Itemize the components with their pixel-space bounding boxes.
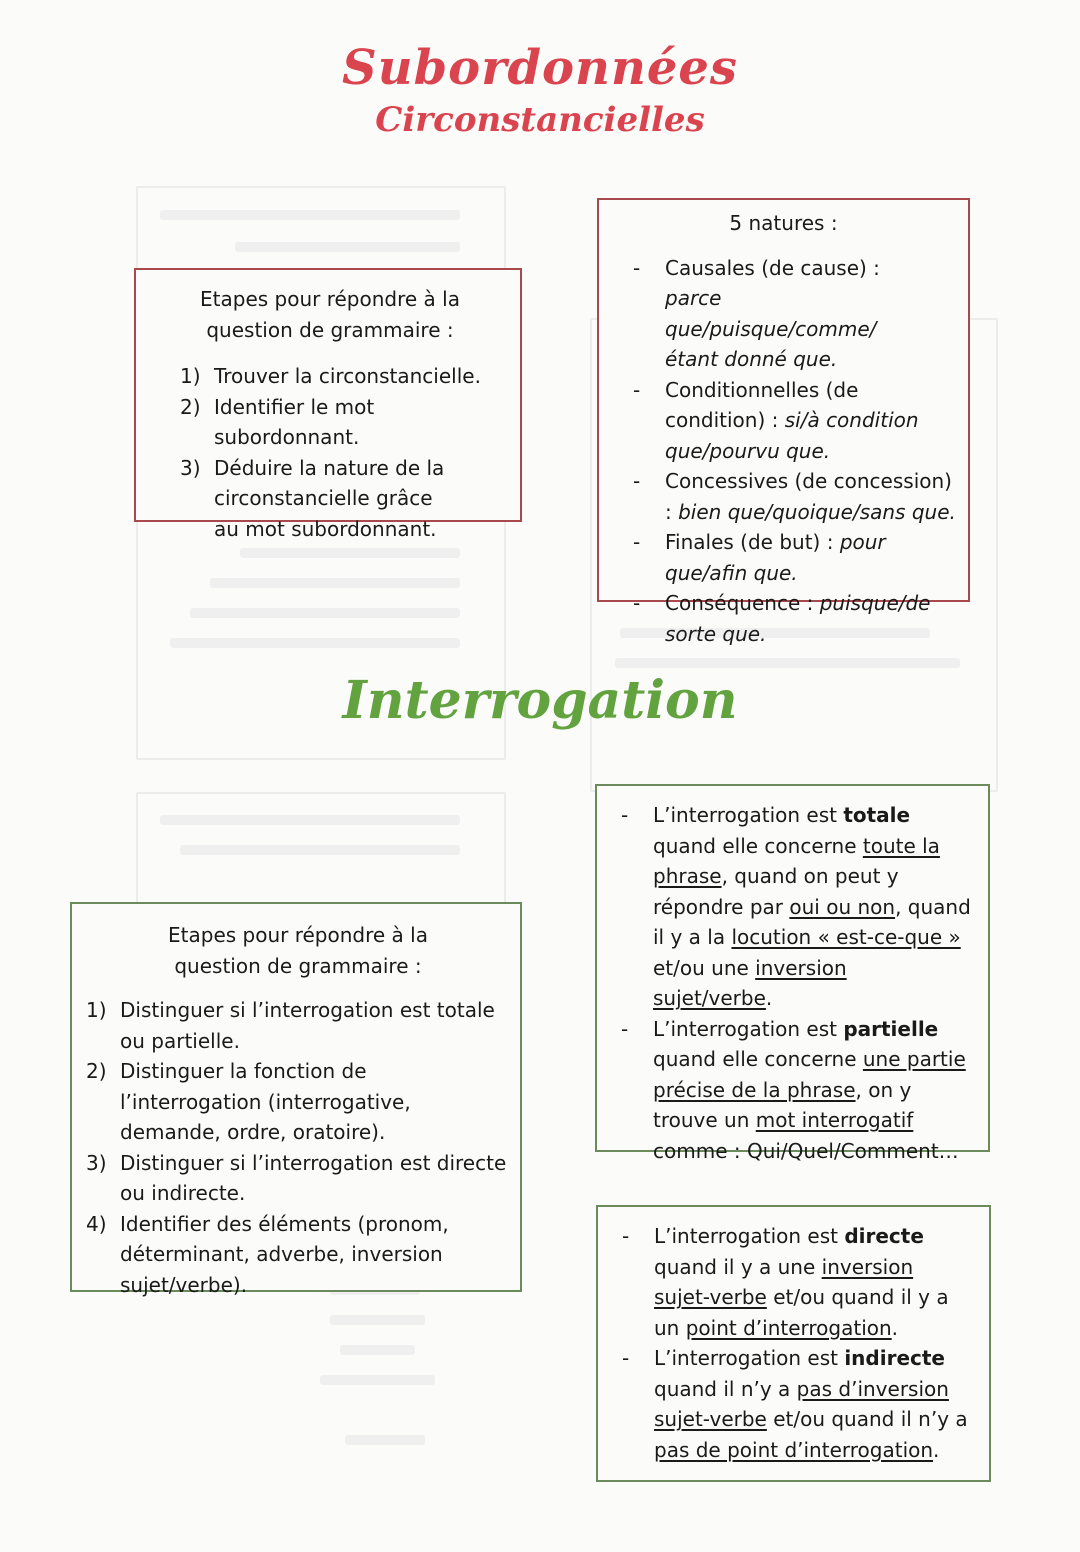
step-number: 3) — [86, 1150, 107, 1175]
nature-item — [609, 588, 958, 649]
step-item — [180, 453, 506, 545]
text: quand elle concerne — [653, 833, 863, 858]
underlined-text: inversion sujet-verbe — [654, 1254, 914, 1309]
partielle-item — [597, 1014, 972, 1167]
keyword-partielle: partielle — [843, 1016, 939, 1041]
bleed-through-line — [320, 1375, 435, 1385]
underlined-text: oui ou non — [789, 894, 896, 919]
bleed-through-line — [170, 638, 460, 648]
text: . — [891, 1315, 899, 1340]
underlined-text: locution « est-ce-que » — [731, 925, 961, 949]
title-circonstancielles: Circonstancielles — [375, 100, 705, 140]
underlined-text: mot interrogatif — [755, 1108, 914, 1132]
step-text: Distinguer la fonction de l’interrogation (interrogative, demande, ordre, oratoire). — [120, 1059, 411, 1144]
step-text: Identifier le mot subordonnant. — [214, 394, 375, 449]
nature-label: Causales (de cause) : — [665, 255, 880, 280]
title-subordonnees: Subordonnées — [342, 40, 738, 96]
bleed-through-line — [340, 1345, 415, 1355]
bleed-through-line — [160, 815, 460, 825]
step-item — [180, 392, 506, 453]
steps-box-subordonnees — [134, 268, 522, 541]
nature-examples: si/à condition que/pourvu que. — [665, 408, 919, 463]
text: L’interrogation est — [653, 803, 844, 827]
text: et/ou une — [653, 955, 756, 980]
bleed-through-line — [240, 548, 460, 558]
natures-box — [597, 198, 970, 646]
steps-list — [154, 361, 506, 544]
totale-item — [597, 800, 972, 1014]
directe-item — [598, 1221, 969, 1343]
nature-examples: pour que/afin que. — [665, 530, 886, 585]
nature-item — [609, 466, 958, 527]
underlined-text: inversion sujet/verbe — [653, 955, 847, 1010]
step-number: 1) — [180, 364, 201, 388]
nature-label: Finales (de but) : — [665, 530, 834, 554]
bleed-through-line — [210, 578, 460, 588]
underlined-text: pas de point d’interrogation — [654, 1437, 934, 1462]
text: L’interrogation est — [654, 1346, 845, 1370]
bleed-through-line — [345, 1435, 425, 1445]
text: L’interrogation est — [654, 1224, 845, 1248]
nature-examples: bien que/quoique/sans que. — [678, 499, 956, 524]
nature-item — [609, 253, 958, 375]
nature-item — [609, 527, 958, 588]
text: . — [933, 1437, 940, 1462]
text: . — [765, 986, 773, 1010]
text: , on y trouve un — [653, 1077, 912, 1132]
step-item — [86, 1209, 510, 1301]
step-text: Trouver la circonstancielle. — [214, 364, 481, 388]
text: quand il y a une — [654, 1254, 822, 1279]
text: comme : Qui/Quel/Comment… — [653, 1138, 959, 1163]
totale-partielle-box — [595, 784, 990, 1163]
step-number: 1) — [86, 998, 107, 1022]
indirecte-item — [598, 1343, 969, 1465]
text: et/ou quand il n’y a — [766, 1407, 968, 1431]
step-number: 2) — [180, 394, 201, 419]
text: , quand il y a la — [653, 894, 971, 949]
natures-heading: 5 natures : — [729, 211, 838, 235]
steps-heading: Etapes pour répondre à la question de grammaire : — [168, 923, 428, 978]
text: L’interrogation est — [653, 1016, 844, 1041]
nature-item — [609, 375, 958, 467]
step-text: Distinguer si l’interrogation est directe ou indirecte. — [120, 1150, 507, 1205]
text: quand elle concerne — [653, 1047, 863, 1071]
steps-box-interrogation — [70, 902, 522, 1297]
underlined-text: pas d’inversion sujet-verbe — [654, 1376, 949, 1431]
nature-examples: puisque/de sorte que. — [665, 591, 931, 646]
step-item — [86, 995, 510, 1056]
totale-partielle-list — [597, 800, 972, 1166]
step-text: Déduire la nature de la circonstancielle grâce au mot subordonnant. — [214, 455, 445, 541]
step-number: 3) — [180, 455, 201, 480]
bleed-through-line — [180, 845, 460, 855]
directe-indirecte-list — [598, 1221, 969, 1465]
nature-label: Conditionnelles (de condition) : — [665, 377, 859, 432]
keyword-indirecte: indirecte — [844, 1346, 945, 1370]
keyword-directe: directe — [844, 1224, 924, 1248]
keyword-totale: totale — [843, 803, 911, 827]
directe-indirecte-box — [596, 1205, 991, 1482]
natures-list — [609, 253, 958, 650]
nature-examples: parce que/puisque/comme/étant donné que. — [665, 286, 877, 371]
bleed-through-line — [615, 658, 960, 668]
step-item — [86, 1056, 510, 1148]
bleed-through-line — [160, 210, 460, 220]
nature-label: Concessives (de concession) : — [665, 469, 952, 524]
bleed-through-line — [330, 1315, 425, 1325]
step-number: 2) — [86, 1059, 107, 1083]
step-number: 4) — [86, 1211, 107, 1236]
steps-list — [86, 995, 510, 1300]
underlined-text: une partie précise de la phrase — [653, 1047, 966, 1102]
underlined-text: point d’interrogation — [685, 1315, 892, 1340]
step-item — [86, 1148, 510, 1209]
title-interrogation: Interrogation — [342, 670, 738, 731]
step-item — [180, 361, 506, 392]
text: quand il n’y a — [654, 1376, 797, 1401]
steps-heading: Etapes pour répondre à la question de grammaire : — [200, 287, 460, 342]
step-text: Identifier des éléments (pronom, déterminant, adverbe, inversion sujet/verbe). — [120, 1211, 449, 1297]
bleed-through-line — [190, 608, 460, 618]
text: , quand on peut y répondre par — [653, 864, 899, 919]
text: et/ou quand il y a un — [654, 1285, 949, 1340]
underlined-text: toute la phrase — [653, 833, 940, 888]
step-text: Distinguer si l’interrogation est totale ou partielle. — [120, 998, 495, 1053]
nature-label: Conséquence : — [665, 591, 814, 615]
bleed-through-line — [235, 242, 460, 252]
